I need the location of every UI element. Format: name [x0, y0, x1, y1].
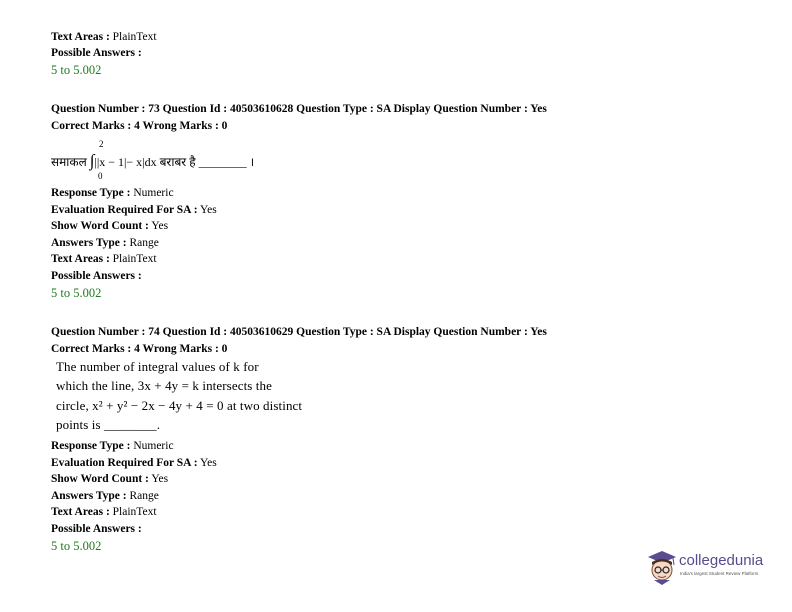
possible-answer: 5 to 5.002 [51, 539, 102, 553]
word-count-row [51, 472, 168, 486]
question-marks: Correct Marks : 4 Wrong Marks : 0 [51, 343, 228, 355]
word-count-label: Show Word Count : [51, 220, 149, 232]
evaluation-value: Yes [200, 204, 217, 216]
response-type-label: Response Type : [51, 440, 131, 452]
word-count-row [51, 219, 168, 233]
text-areas-value: PlainText [112, 31, 157, 43]
text-areas-row [51, 30, 157, 44]
brand-name: collegedunia [679, 552, 764, 569]
question-header: Question Number : 74 Question Id : 40503610629 Question Type : SA Display Question Number : Yes [51, 326, 547, 338]
integral-sign: ∫ [89, 151, 95, 170]
question-line: which the line, 3x + 4y = k intersects the [56, 378, 272, 394]
question-marks: Correct Marks : 4 Wrong Marks : 0 [51, 120, 228, 132]
response-type-row [51, 186, 174, 200]
response-type-row [51, 439, 174, 453]
response-type-value: Numeric [133, 187, 174, 199]
brand-tagline: India's largest Student Review Platform [680, 571, 759, 576]
integral-upper-limit: 2 [99, 139, 104, 149]
answers-type-value: Range [129, 237, 159, 249]
text-areas-value: PlainText [112, 253, 157, 265]
evaluation-label: Evaluation Required For SA : [51, 204, 198, 216]
answers-type-label: Answers Type : [51, 237, 127, 249]
text-areas-row [51, 505, 157, 519]
integrand: ||x − 1|− x|dx [94, 155, 157, 169]
question-text [56, 357, 302, 434]
text-areas-label: Text Areas : [51, 253, 110, 265]
question-text [51, 151, 254, 171]
word-count-value: Yes [151, 220, 169, 232]
question-line: points is ________. [56, 416, 161, 432]
response-type-value: Numeric [133, 440, 174, 452]
question-line: The number of integral values of k for [56, 359, 259, 374]
evaluation-row [51, 456, 217, 470]
question-line: circle, x² + y² − 2x − 4y + 4 = 0 at two distinct [56, 397, 303, 413]
evaluation-row [51, 203, 217, 217]
answers-type-value: Range [129, 490, 159, 502]
text-areas-label: Text Areas : [51, 31, 110, 43]
text-areas-value: PlainText [112, 506, 157, 518]
possible-answers-label: Possible Answers : [51, 47, 142, 59]
possible-answer: 5 to 5.002 [51, 286, 102, 300]
evaluation-value: Yes [200, 457, 217, 469]
text-areas-label: Text Areas : [51, 506, 110, 518]
answers-type-label: Answers Type : [51, 490, 127, 502]
evaluation-label: Evaluation Required For SA : [51, 457, 198, 469]
question-prefix: समाकल [51, 155, 87, 169]
word-count-label: Show Word Count : [51, 473, 149, 485]
possible-answer: 5 to 5.002 [51, 63, 102, 77]
word-count-value: Yes [151, 473, 169, 485]
question-header: Question Number : 73 Question Id : 40503610628 Question Type : SA Display Question Number : Yes [51, 103, 547, 115]
end-mark: । [249, 155, 255, 169]
question-suffix: बराबर है [159, 155, 196, 169]
answers-type-row [51, 236, 159, 250]
answer-blank: ________ [198, 155, 247, 169]
possible-answers-label: Possible Answers : [51, 523, 142, 535]
possible-answers-label: Possible Answers : [51, 270, 142, 282]
answers-type-row [51, 489, 159, 503]
text-areas-row [51, 252, 157, 266]
integral-lower-limit: 0 [98, 171, 103, 181]
response-type-label: Response Type : [51, 187, 131, 199]
graduate-mascot-icon [645, 548, 679, 586]
collegedunia-logo [645, 548, 775, 588]
